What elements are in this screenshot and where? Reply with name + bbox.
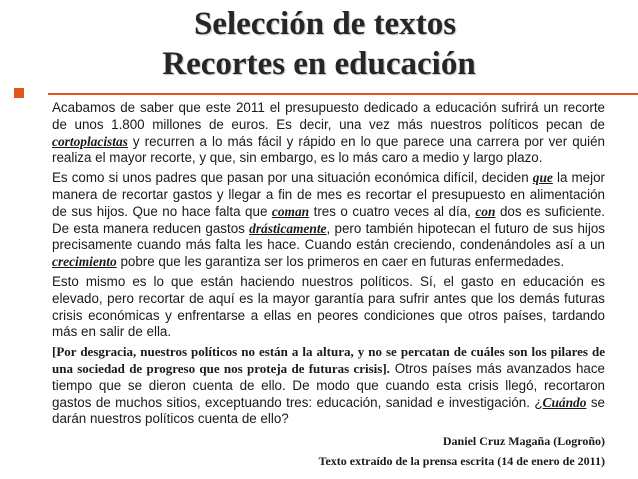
title-divider — [48, 93, 638, 95]
highlighted-word: coman — [271, 203, 310, 219]
article-body — [52, 100, 605, 471]
paragraph-3: Esto mismo es lo que están haciendo nuestros políticos. Sí, el gasto en educación es elevado, pero recortar de aquí es la mayor garantía para sufrir antes que los demás futuras crisis económicas y enfrentarse a ellas en peores condiciones que otros países, tardando más en salir de ella. — [52, 273, 605, 340]
title-block — [0, 4, 638, 84]
highlighted-word: que — [532, 170, 553, 186]
highlighted-word: con — [475, 203, 496, 219]
paragraph-2: Es como si unos padres que pasan por una situación económica difícil, deciden que la mejor manera de recortar gastos y llegar a fin de mes es recortar el presupuesto en alimentación de sus hijos. Que no hace falta que coman tres o cuatro veces al día, con dos es suficiente. De esta manera reducen gastos drásticamente, pero también hipotecan el futuro de sus hijos precisamente cuando más falta les hace. Cuando están creciendo, condenándoles así a un crecimiento pobre que les garantiza ser los primeros en caer en futuras enfermedades. — [52, 170, 605, 270]
highlighted-word: crecimiento — [52, 254, 117, 270]
highlighted-word: drásticamente — [249, 220, 327, 236]
page-subtitle: Recortes en educación — [162, 46, 476, 82]
accent-square — [14, 88, 24, 98]
highlighted-word: Cuándo — [542, 394, 587, 410]
paragraph-4: [Por desgracia, nuestros políticos no están a la altura, y no se percatan de cuáles son los pilares de una sociedad de progreso que nos proteja de futuras crisis]. Otros países más avanzados hace tiempo que se dieron cuenta de ello. De modo que cuando esta crisis llegó, recortaron gastos de muchos sitios, exceptuando tres: educación, sanidad e investigación. ¿Cuándo se darán nuestros políticos cuenta de ello? — [52, 344, 605, 427]
source-note: Texto extraído de la prensa escrita (14 de enero de 2011) — [318, 454, 605, 469]
bracketed-sentence: [Por desgracia, nuestros políticos no están a la altura, y no se percatan de cuáles son los pilares de una sociedad de progreso que nos proteja de futuras crisis]. — [52, 344, 605, 376]
author-signature: Daniel Cruz Magaña (Logroño) — [442, 434, 605, 449]
paragraph-1: Acabamos de saber que este 2011 el presupuesto dedicado a educación sufrirá un recorte de unos 1.800 millones de euros. Es decir, una vez más nuestros políticos pecan de cortoplacistas y recurren a lo más fácil y rápido en lo que parece una carrera por ver quién realiza el mayor recorte, y que, sin embargo, es lo más caro a medio y largo plazo. — [52, 100, 605, 166]
highlighted-word: cortoplacistas — [52, 133, 128, 149]
page-title: Selección de textos — [193, 6, 457, 42]
